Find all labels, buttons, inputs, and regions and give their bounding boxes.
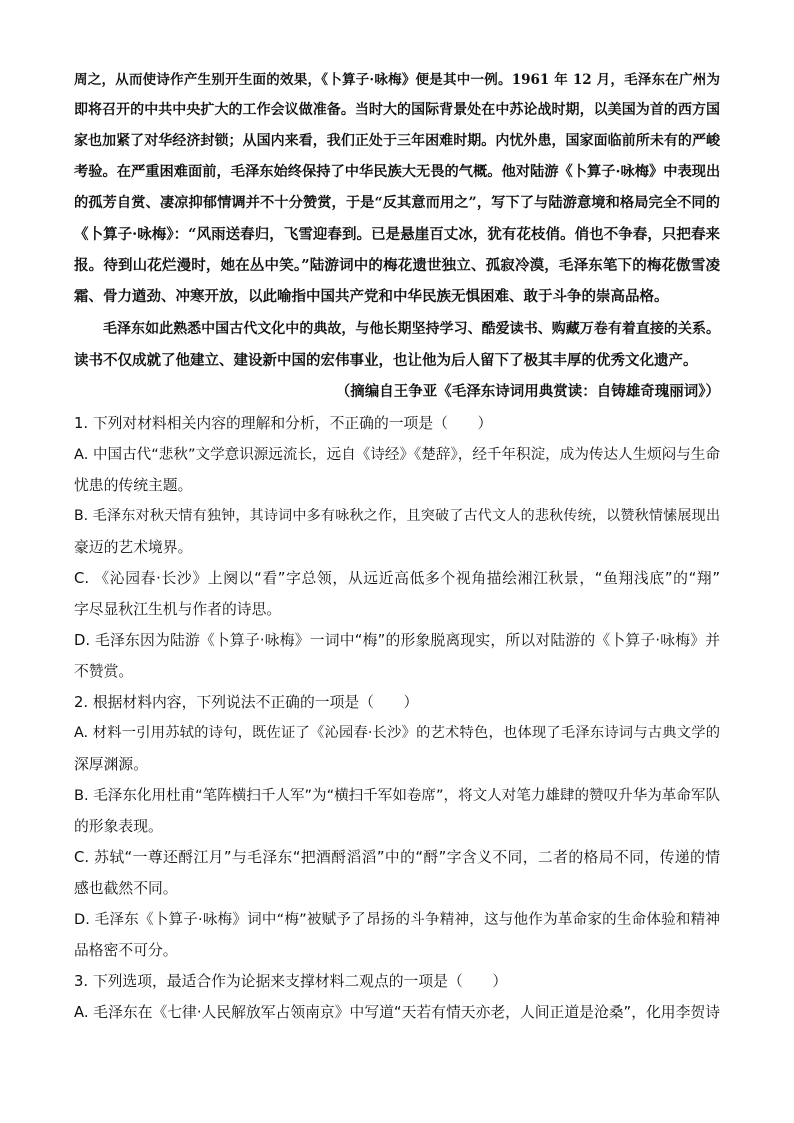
option-line: A. 材料一引用苏轼的诗句，既佐证了《沁园春·长沙》的艺术特色，也体现了毛泽东诗词与古典文学的 <box>74 725 720 741</box>
option-line: C. 苏轼“一尊还酹江月”与毛泽东“把酒酹滔滔”中的“酹”字含义不同，二者的格局不同，传递的情 <box>74 849 720 866</box>
question-stem: 1. 下列对材料相关内容的理解和分析，不正确的一项是（ ） <box>74 415 493 432</box>
option-line: 品格密不可分。 <box>74 942 178 959</box>
passage-line: 家也加紧了对华经济封锁；从国内来看，我们正处于三年困难时期。内忧外患，国家面临前所未有的严峻 <box>74 133 720 149</box>
question-stem: 2. 根据材料内容，下列说法不正确的一项是（ ） <box>74 694 419 711</box>
option-line: D. 毛泽东因为陆游《卜算子·咏梅》一词中“梅”的形象脱离现实，所以对陆游的《卜算子·咏梅》并 <box>74 632 720 649</box>
option-line: 深厚渊源。 <box>74 756 148 773</box>
option-line: D. 毛泽东《卜算子·咏梅》词中“梅”被赋予了昂扬的斗争精神，这与他作为革命家的生命体验和精神 <box>74 911 720 928</box>
option-line: 忧患的传统主题。 <box>74 477 193 494</box>
passage-line: 毛泽东如此熟悉中国古代文化中的典故，与他长期坚持学习、酷爱读书、购藏万卷有着直接的关系。 <box>103 321 720 337</box>
passage-line: 霜、骨力遒劲、冲寒开放，以此喻指中国共产党和中华民族无惧困难、敢于斗争的崇高品格。 <box>74 288 669 305</box>
option-line: A. 中国古代“悲秋”文学意识源远流长，远自《诗经》《楚辞》，经千年积淀，成为传达人生烦闷与生命 <box>74 446 720 463</box>
option-line: 豪迈的艺术境界。 <box>74 539 193 556</box>
passage-line: 报。待到山花烂漫时，她在丛中笑。”陆游词中的梅花遗世独立、孤寂冷漠，毛泽东笔下的梅花傲雪凌 <box>74 257 720 274</box>
option-line: 字尽显秋江生机与作者的诗思。 <box>74 601 282 618</box>
option-line: B. 毛泽东化用杜甫“笔阵横扫千人军”为“横扫千军如卷席”，将文人对笔力雄肆的赞叹升华为革命军队 <box>74 787 720 804</box>
passage-line: 《卜算子·咏梅》：“风雨送春归，飞雪迎春到。已是悬崖百丈冰，犹有花枝俏。俏也不争春，只把春来 <box>74 226 720 243</box>
option-line: B. 毛泽东对秋天情有独钟，其诗词中多有咏秋之作，且突破了古代文人的悲秋传统，以赞秋情愫展现出 <box>74 508 720 524</box>
passage-line: 即将召开的中共中央扩大的工作会议做准备。当时大的国际背景处在中苏论战时期，以美国为首的西方国 <box>74 102 720 118</box>
question-stem: 3. 下列选项，最适合作为论据来支撑材料二观点的一项是（ ） <box>74 973 508 990</box>
option-line: 感也截然不同。 <box>74 880 178 897</box>
passage-line: 考验。在严重困难面前，毛泽东始终保持了中华民族大无畏的气概。他对陆游《卜算子·咏梅》中表现出 <box>74 164 721 180</box>
passage-source: （摘编自王争亚《毛泽东诗词用典赏读：自铸雄奇瑰丽词》） <box>335 383 720 400</box>
passage-line: 的孤芳自赏、凄凉抑郁情调并不十分赞赏，于是“反其意而用之”，写下了与陆游意境和格局完全不同的 <box>74 195 720 211</box>
option-line: 不赞赏。 <box>74 663 134 680</box>
passage-line: 读书不仅成就了他建立、建设新中国的宏伟事业，也让他为后人留下了极其丰厚的优秀文化遗产。 <box>74 352 698 369</box>
option-line: C. 《沁园春·长沙》上阕以“看”字总领，从远近高低多个视角描绘湘江秋景，“鱼翔浅底”的“翔” <box>74 570 720 587</box>
option-line: A. 毛泽东在《七律·人民解放军占领南京》中写道“天若有情天亦老，人间正道是沧桑”，化用李贺诗 <box>74 1004 720 1021</box>
passage-line: 周之，从而使诗作产生别开生面的效果，《卜算子·咏梅》便是其中一例。1961 年 12 月，毛泽东在广州为 <box>74 72 720 88</box>
option-line: 的形象表现。 <box>74 818 163 835</box>
